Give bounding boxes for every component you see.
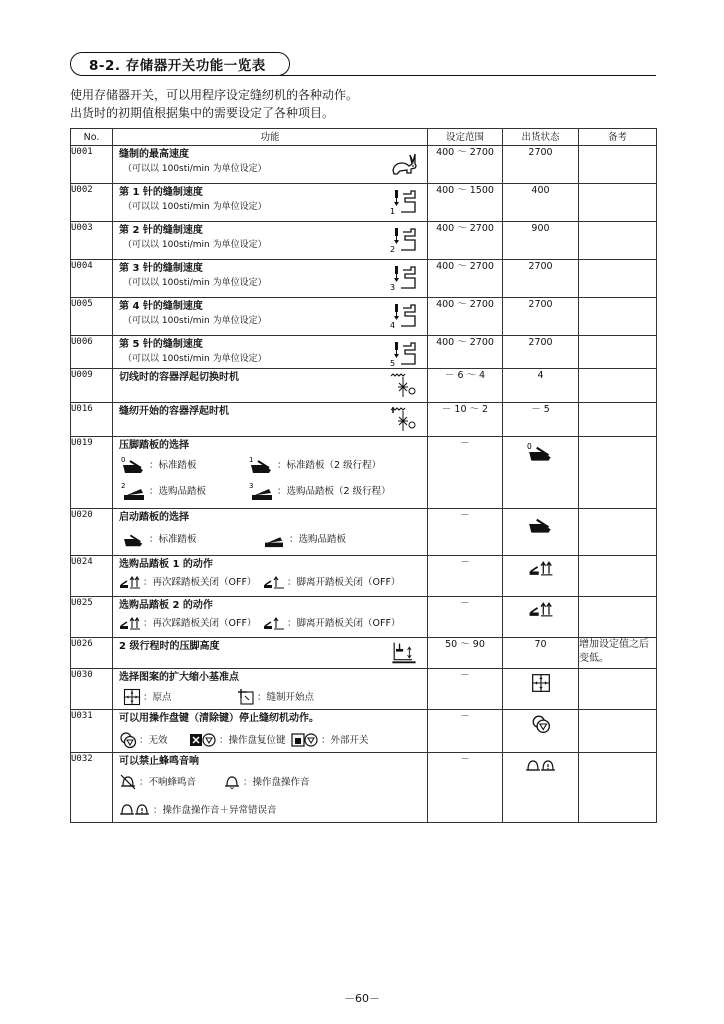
option-label: ：原点: [143, 691, 172, 703]
row-title: 压脚踏板的选择: [119, 440, 189, 451]
row-subtitle: （可以以 100sti/min 为单位设定）: [123, 316, 267, 326]
row-range: －: [428, 556, 503, 597]
header-function: 功能: [113, 129, 428, 146]
row-function: [113, 260, 428, 298]
option-number: 2: [121, 482, 126, 490]
option-label: ：选购品踏板: [149, 485, 207, 497]
row-range: 400 ～ 2700: [428, 146, 503, 184]
row-range: －: [428, 509, 503, 556]
row-default: [503, 597, 579, 638]
row-default: 900: [503, 222, 579, 260]
row-default: 400: [503, 184, 579, 222]
row-remarks: [579, 437, 657, 509]
row-function: [113, 298, 428, 336]
option-label: ：标准踏板: [149, 459, 197, 471]
row-remarks: [579, 403, 657, 437]
header-remarks: 备考: [579, 129, 657, 146]
row-range: － 10 ～ 2: [428, 403, 503, 437]
row-number: U019: [71, 437, 113, 509]
row-subtitle: （可以以 100sti/min 为单位设定）: [123, 278, 267, 288]
row-number: U004: [71, 260, 113, 298]
row-number: U009: [71, 369, 113, 403]
row-default: 2700: [503, 298, 579, 336]
row-remarks: [579, 298, 657, 336]
row-number: U005: [71, 298, 113, 336]
header-range: 设定范围: [428, 129, 503, 146]
row-number: U020: [71, 509, 113, 556]
table-row: [71, 184, 657, 222]
origin-point-icon: [531, 673, 551, 693]
row-title: 缝纫开始的容器浮起时机: [119, 406, 229, 417]
row-remarks: [579, 669, 657, 710]
table-row: [71, 336, 657, 369]
option-label: ：缝制开始点: [257, 691, 315, 703]
option-label: ：脚离开踏板关闭（OFF）: [287, 576, 401, 588]
table-row: [71, 298, 657, 336]
row-function: [113, 437, 428, 509]
stop-disabled-icon: [531, 714, 551, 734]
row-function: [113, 710, 428, 753]
option-disabled: [119, 731, 168, 749]
table-row: [71, 437, 657, 509]
row-function: [113, 669, 428, 710]
sewing-start-timing-icon: [389, 405, 419, 433]
row-number: U031: [71, 710, 113, 753]
row-title: 选购品踏板 1 的动作: [119, 559, 213, 570]
row-function: [113, 556, 428, 597]
row-remarks: [579, 369, 657, 403]
option-label: ：操作盘复位键: [219, 734, 286, 746]
option-buzzer-panel: [223, 773, 310, 791]
standard-pedal-icon: [121, 455, 147, 475]
option-repress-off: [119, 575, 256, 589]
optional-pedal-icon: [261, 530, 287, 548]
row-function: [113, 753, 428, 823]
option-label: ：外部开关: [321, 734, 369, 746]
row-function: [113, 336, 428, 369]
row-range: 400 ～ 2700: [428, 298, 503, 336]
row-number: U024: [71, 556, 113, 597]
table-row: [71, 669, 657, 710]
option-label: ：标准踏板: [149, 533, 197, 545]
intro-line-1: 使用存储器开关，可以用程序设定缝纫机的各种动作。: [70, 88, 359, 102]
row-range: 400 ～ 2700: [428, 260, 503, 298]
page-number: －60－: [344, 992, 380, 1005]
row-default: － 5: [503, 403, 579, 437]
row-title: 2 级行程时的压脚高度: [119, 641, 220, 652]
row-number: U032: [71, 753, 113, 823]
intro-line-2: 出货时的初期值根据集中的需要设定了各种项目。: [70, 106, 335, 120]
intro-text: [70, 86, 358, 122]
row-title: 第 2 针的缝制速度: [119, 225, 203, 236]
row-range: － 6 ～ 4: [428, 369, 503, 403]
row-default: 2700: [503, 260, 579, 298]
sewing-start-point-icon: [237, 688, 255, 706]
presser-height-icon: [389, 640, 419, 665]
option-number: 1: [249, 456, 254, 464]
row-subtitle: （可以以 100sti/min 为单位设定）: [123, 202, 267, 212]
row-remarks: [579, 184, 657, 222]
row-function: [113, 638, 428, 669]
standard-pedal-icon: [527, 513, 555, 535]
panel-reset-key-icon: [189, 731, 217, 749]
needle-3-speed-icon: [389, 264, 419, 292]
pedal-release-off-icon: [263, 616, 285, 630]
option-release-off: [263, 616, 400, 630]
row-title: 选择图案的扩大缩小基准点: [119, 672, 239, 683]
option-standard-pedal-2step: [249, 455, 381, 475]
external-switch-icon: [291, 731, 319, 749]
row-default: [503, 753, 579, 823]
pedal-repress-off-icon: [119, 616, 141, 630]
pedal-release-off-icon: [263, 575, 285, 589]
row-remarks: [579, 509, 657, 556]
option-label: ：脚离开踏板关闭（OFF）: [287, 617, 401, 629]
needle-number: 4: [390, 321, 396, 330]
row-range: 400 ～ 1500: [428, 184, 503, 222]
row-subtitle: （可以以 100sti/min 为单位设定）: [123, 354, 267, 364]
row-number: U025: [71, 597, 113, 638]
default-number: 0: [526, 441, 532, 451]
memory-switch-table: [70, 128, 657, 823]
buzzer-mute-icon: [119, 773, 137, 791]
option-label: ：再次踩踏板关闭（OFF）: [143, 617, 257, 629]
row-remarks: [579, 597, 657, 638]
header-no: No.: [71, 129, 113, 146]
row-title: 缝制的最高速度: [119, 149, 189, 160]
option-buzzer-mute: [119, 773, 196, 791]
row-number: U003: [71, 222, 113, 260]
row-range: －: [428, 710, 503, 753]
buzzer-panel-error-icon: [525, 757, 557, 775]
row-subtitle: （可以以 100sti/min 为单位设定）: [123, 240, 267, 250]
row-number: U001: [71, 146, 113, 184]
option-standard-pedal: [121, 530, 197, 548]
row-range: －: [428, 437, 503, 509]
table-row: [71, 403, 657, 437]
row-remarks: [579, 556, 657, 597]
row-remarks: 增加设定值之后变低。: [579, 638, 657, 669]
thread-trim-timing-icon: [389, 371, 419, 399]
row-remarks: [579, 710, 657, 753]
optional-pedal-icon: [121, 481, 147, 501]
needle-number: 1: [390, 207, 396, 216]
section-header: [70, 52, 656, 78]
row-function: [113, 369, 428, 403]
pedal-repress-off-icon: [119, 575, 141, 589]
standard-pedal-icon: [121, 530, 147, 548]
table-header-row: [71, 129, 657, 146]
row-number: U016: [71, 403, 113, 437]
needle-number: 3: [390, 283, 396, 292]
option-number: 3: [249, 482, 254, 490]
row-default: 70: [503, 638, 579, 669]
row-number: U002: [71, 184, 113, 222]
row-title: 切线时的容器浮起切换时机: [119, 372, 239, 383]
row-range: －: [428, 753, 503, 823]
row-title: 第 1 针的缝制速度: [119, 187, 203, 198]
standard-pedal-0-icon: [527, 441, 555, 463]
row-default: [503, 437, 579, 509]
option-label: ：选购品踏板（2 级行程）: [277, 485, 391, 497]
needle-number: 5: [390, 359, 396, 368]
row-default: 2700: [503, 336, 579, 369]
table-row: [71, 597, 657, 638]
row-number: U030: [71, 669, 113, 710]
row-title: 启动踏板的选择: [119, 512, 189, 523]
option-label: ：选购品踏板: [289, 533, 347, 545]
row-range: 400 ～ 2700: [428, 336, 503, 369]
option-origin: [123, 688, 172, 706]
rabbit-icon: [389, 150, 419, 178]
row-range: －: [428, 669, 503, 710]
needle-1-speed-icon: [389, 188, 419, 216]
option-panel-reset: [189, 731, 286, 749]
table-row: [71, 222, 657, 260]
row-function: [113, 222, 428, 260]
section-title: 8-2. 存储器开关功能一览表: [70, 52, 290, 76]
row-number: U026: [71, 638, 113, 669]
row-title: 第 5 针的缝制速度: [119, 339, 203, 350]
table-row: [71, 556, 657, 597]
table-row: [71, 710, 657, 753]
header-rule: [280, 75, 656, 76]
option-buzzer-panel-error: [119, 801, 277, 819]
row-remarks: [579, 753, 657, 823]
needle-number: 2: [390, 245, 396, 254]
option-optional-pedal-2step: [249, 481, 391, 501]
option-standard-pedal: [121, 455, 197, 475]
row-function: [113, 403, 428, 437]
needle-4-speed-icon: [389, 302, 419, 330]
stop-disabled-icon: [119, 731, 137, 749]
option-number: 0: [121, 456, 126, 464]
row-remarks: [579, 260, 657, 298]
row-remarks: [579, 222, 657, 260]
needle-2-speed-icon: [389, 226, 419, 254]
table-row: [71, 638, 657, 669]
row-default: [503, 669, 579, 710]
table-row: [71, 146, 657, 184]
needle-5-speed-icon: [389, 340, 419, 368]
table-row: [71, 260, 657, 298]
option-sewing-start: [237, 688, 314, 706]
option-label: ：无效: [139, 734, 168, 746]
row-title: 选购品踏板 2 的动作: [119, 600, 213, 611]
row-number: U006: [71, 336, 113, 369]
row-default: 2700: [503, 146, 579, 184]
option-label: ：不响蜂鸣音: [139, 776, 197, 788]
row-function: [113, 184, 428, 222]
row-remarks: [579, 146, 657, 184]
option-optional-pedal: [121, 481, 206, 501]
header-default: 出货状态: [503, 129, 579, 146]
pedal-repress-off-icon: [528, 601, 554, 617]
row-range: －: [428, 597, 503, 638]
row-default: [503, 509, 579, 556]
table-row: [71, 369, 657, 403]
table-row: [71, 753, 657, 823]
buzzer-panel-error-icon: [119, 801, 151, 819]
option-external-switch: [291, 731, 369, 749]
row-remarks: [579, 336, 657, 369]
row-title: 第 4 针的缝制速度: [119, 301, 203, 312]
row-title: 可以禁止蜂鸣音响: [119, 756, 199, 767]
buzzer-panel-icon: [223, 773, 241, 791]
option-optional-pedal: [261, 530, 346, 548]
origin-point-icon: [123, 688, 141, 706]
pedal-repress-off-icon: [528, 560, 554, 576]
option-label: ：操作盘操作音: [243, 776, 310, 788]
option-label: ：标准踏板（2 级行程）: [277, 459, 382, 471]
row-range: 400 ～ 2700: [428, 222, 503, 260]
row-title: 第 3 针的缝制速度: [119, 263, 203, 274]
table-row: [71, 509, 657, 556]
option-repress-off: [119, 616, 256, 630]
row-default: 4: [503, 369, 579, 403]
row-title: 可以用操作盘键（清除键）停止缝纫机动作。: [119, 713, 319, 724]
standard-pedal-2step-icon: [249, 455, 275, 475]
optional-pedal-2step-icon: [249, 481, 275, 501]
row-default: [503, 710, 579, 753]
row-range: 50 ～ 90: [428, 638, 503, 669]
row-default: [503, 556, 579, 597]
row-subtitle: （可以以 100sti/min 为单位设定）: [123, 164, 267, 174]
option-release-off: [263, 575, 400, 589]
row-function: [113, 146, 428, 184]
row-function: [113, 597, 428, 638]
option-label: ：操作盘操作音＋异常错误音: [153, 804, 277, 816]
option-label: ：再次踩踏板关闭（OFF）: [143, 576, 257, 588]
row-function: [113, 509, 428, 556]
